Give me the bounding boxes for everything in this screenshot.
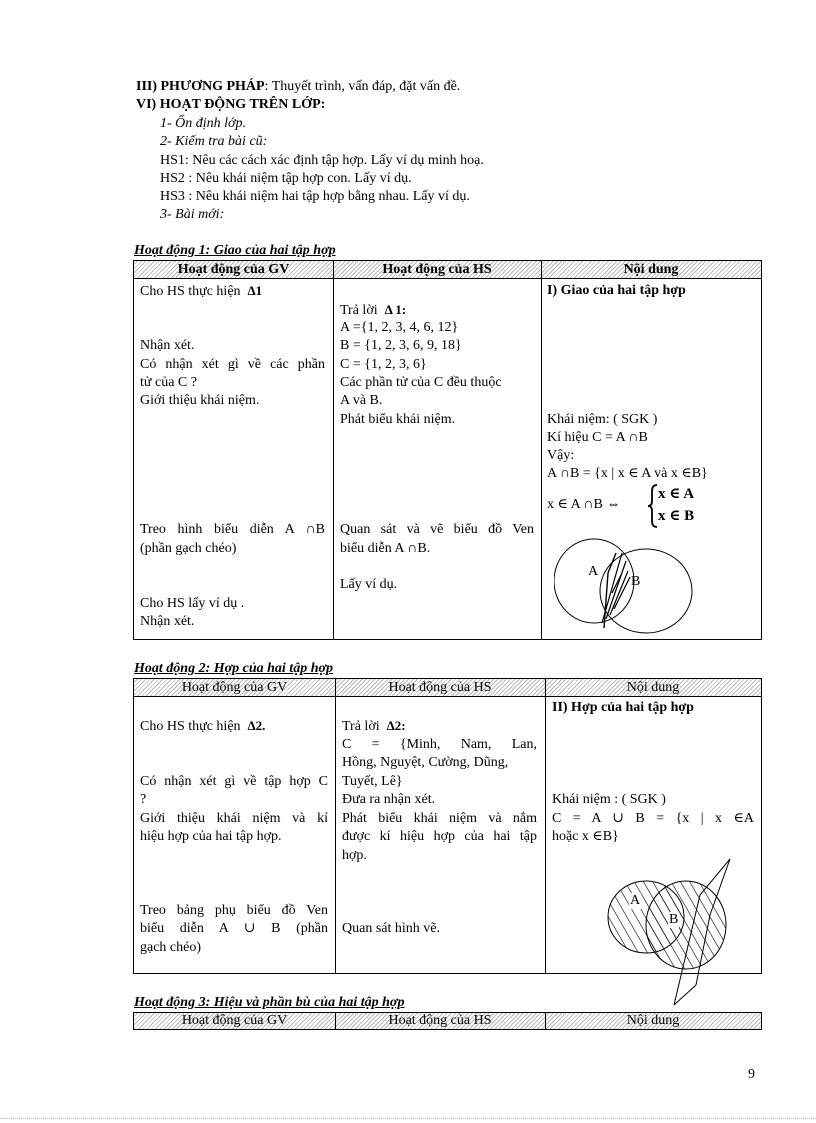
method-heading: III) PHƯƠNG PHÁP: [136, 79, 265, 94]
intro-hs1: HS1: Nêu các cách xác định tập hợp. Lấy ví dụ minh hoạ.: [160, 153, 484, 168]
a1-nd-l2: Kí hiệu C = A ∩B: [547, 430, 648, 445]
a1-hs-l5: Các phần tử của C đều thuộc: [340, 375, 502, 390]
intro-hs3: HS3 : Nêu khái niệm hai tập hợp bằng nhau. Lấy ví dụ.: [160, 189, 470, 204]
a2-hs-l8: hợp.: [342, 848, 367, 863]
page-number: 9: [748, 1067, 755, 1082]
intro-item-2: 2- Kiểm tra bài cũ:: [160, 134, 268, 149]
activity1-divider-2: [541, 261, 542, 639]
a1-nd-l1: Khái niệm: ( SGK ): [547, 412, 658, 427]
activity2-divider-1: [335, 679, 336, 973]
intro-hs2: HS2 : Nêu khái niệm tập hợp con. Lấy ví dụ.: [160, 171, 412, 186]
a2-venn-diagram: [600, 855, 740, 1013]
method-line: [136, 79, 460, 95]
activity3-table: [133, 1012, 762, 1030]
activity2-header-nd: Nội dung: [626, 680, 680, 695]
activity3-header-nd: Nội dung: [626, 1013, 680, 1028]
section-heading-activities: VI) HOẠT ĐỘNG TRÊN LỚP:: [136, 97, 326, 112]
activity1-divider-1: [333, 261, 334, 639]
a2-hs-l5: Đưa ra nhận xét.: [342, 792, 436, 807]
activity2-header-gv: Hoạt động của GV: [181, 680, 288, 695]
a1-gv-l4: tử của C ?: [140, 375, 197, 390]
a1-hs-l9: biểu diễn A ∩B.: [340, 541, 431, 556]
a1-gv-l9: Nhận xét.: [140, 614, 195, 629]
a1-venn-diagram: [554, 533, 704, 639]
a1-venn-label-b: B: [631, 574, 641, 589]
a1-hs-l6: A và B.: [340, 393, 383, 408]
a1-nd-l5: x ∈ A ∩B ⇔: [547, 497, 621, 512]
intro-item-3: 3- Bài mới:: [160, 207, 225, 222]
a2-hs-l4: Tuyết, Lê}: [342, 774, 403, 789]
activity3-divider-1: [335, 1013, 336, 1029]
a1-gv-l7: (phần gạch chéo): [140, 541, 237, 556]
a2-hs-l6: Phát biểu khái niệm và nắm: [342, 811, 537, 826]
a2-gv-l3: ?: [140, 792, 147, 807]
page-edge: [0, 1118, 816, 1119]
a2-gv-l8: gạch chéo): [140, 940, 202, 955]
activity1-title: Hoạt động 1: Giao của hai tập hợp: [134, 243, 336, 258]
a2-nd-l2: C = A ∪ B = {x | x ∈A: [552, 811, 754, 826]
activity3-header-hs: Hoạt động của HS: [388, 1013, 492, 1028]
a2-nd-title: II) Hợp của hai tập hợp: [552, 700, 694, 715]
activity2-header-hs: Hoạt động của HS: [388, 680, 492, 695]
a2-hs-l2: C = {Minh, Nam, Lan,: [342, 737, 537, 752]
activity1-header-hs: Hoạt động của HS: [382, 262, 492, 277]
activity3-title: Hoạt động 3: Hiệu và phần bù của hai tập hợp: [134, 995, 405, 1010]
a2-hs-l1: Trả lời Δ2:: [342, 718, 406, 734]
a1-nd-brace-line1: x ∈ A: [658, 486, 695, 502]
a1-gv-l5: Giới thiệu khái niệm.: [140, 393, 260, 408]
a2-nd-l3: hoặc x ∈B}: [552, 829, 619, 844]
a1-hs-l8: Quan sát và vẽ biểu đồ Ven: [340, 522, 534, 537]
intro-item-1: 1- Ổn định lớp.: [160, 116, 247, 131]
a2-venn-label-b: B: [669, 912, 679, 927]
a1-nd-l4: A ∩B = {x | x ∈ A và x ∈B}: [547, 466, 708, 481]
a2-hs-l7: được kí hiệu hợp của hai tập: [342, 829, 537, 844]
a1-gv-l2: Nhận xét.: [140, 338, 195, 353]
activity3-header-gv: Hoạt động của GV: [181, 1013, 288, 1028]
a1-nd-brace-icon: [646, 483, 660, 529]
method-text: : Thuyết trình, vấn đáp, đặt vấn đề.: [264, 79, 461, 94]
a1-gv-l1: Cho HS thực hiện Δ1: [140, 283, 263, 299]
a1-hs-l7: Phát biểu khái niệm.: [340, 412, 456, 427]
a1-hs-l3: B = {1, 2, 3, 6, 9, 18}: [340, 338, 462, 353]
a1-hs-l4: C = {1, 2, 3, 6}: [340, 357, 427, 372]
a2-gv-l4: Giới thiệu khái niệm và kí: [140, 811, 328, 826]
activity1-table: [133, 260, 762, 640]
a2-venn-label-a: A: [630, 893, 641, 908]
a1-hs-l10: Lấy ví dụ.: [340, 577, 398, 592]
a2-gv-l6: Treo bảng phụ biểu đồ Ven: [140, 903, 328, 918]
a2-nd-l1: Khái niệm : ( SGK ): [552, 792, 666, 807]
a1-gv-l6: Treo hình biểu diễn A ∩B: [140, 522, 325, 537]
a2-gv-l2: Có nhận xét gì về tập hợp C: [140, 774, 328, 789]
a2-gv-l7: biểu diễn A ∪ B (phần: [140, 921, 328, 936]
activity2-divider-2: [545, 679, 546, 973]
a2-hs-l3: Hồng, Nguyệt, Cường, Dũng,: [342, 755, 509, 770]
a1-venn-label-a: A: [588, 564, 599, 579]
a1-nd-title: I) Giao của hai tập hợp: [547, 283, 686, 298]
a2-gv-l5: hiệu hợp của hai tập hợp.: [140, 829, 282, 844]
a1-nd-l3: Vậy:: [547, 448, 575, 463]
a1-gv-l8: Cho HS lấy ví dụ .: [140, 596, 245, 611]
a2-hs-l9: Quan sát hình vẽ.: [342, 921, 440, 936]
a1-gv-l3: Có nhận xét gì về các phần: [140, 357, 325, 372]
a1-hs-l2: A ={1, 2, 3, 4, 6, 12}: [340, 320, 459, 335]
activity2-title: Hoạt động 2: Hợp của hai tập hợp: [134, 661, 333, 676]
activity3-divider-2: [545, 1013, 546, 1029]
a1-hs-l1: Trả lời Δ 1:: [340, 302, 407, 318]
activity1-header-gv: Hoạt động của GV: [177, 262, 290, 277]
a1-nd-brace-line2: x ∈ B: [658, 508, 695, 524]
a2-gv-l1: Cho HS thực hiện Δ2.: [140, 718, 266, 734]
activity1-header-nd: Nội dung: [623, 262, 679, 277]
